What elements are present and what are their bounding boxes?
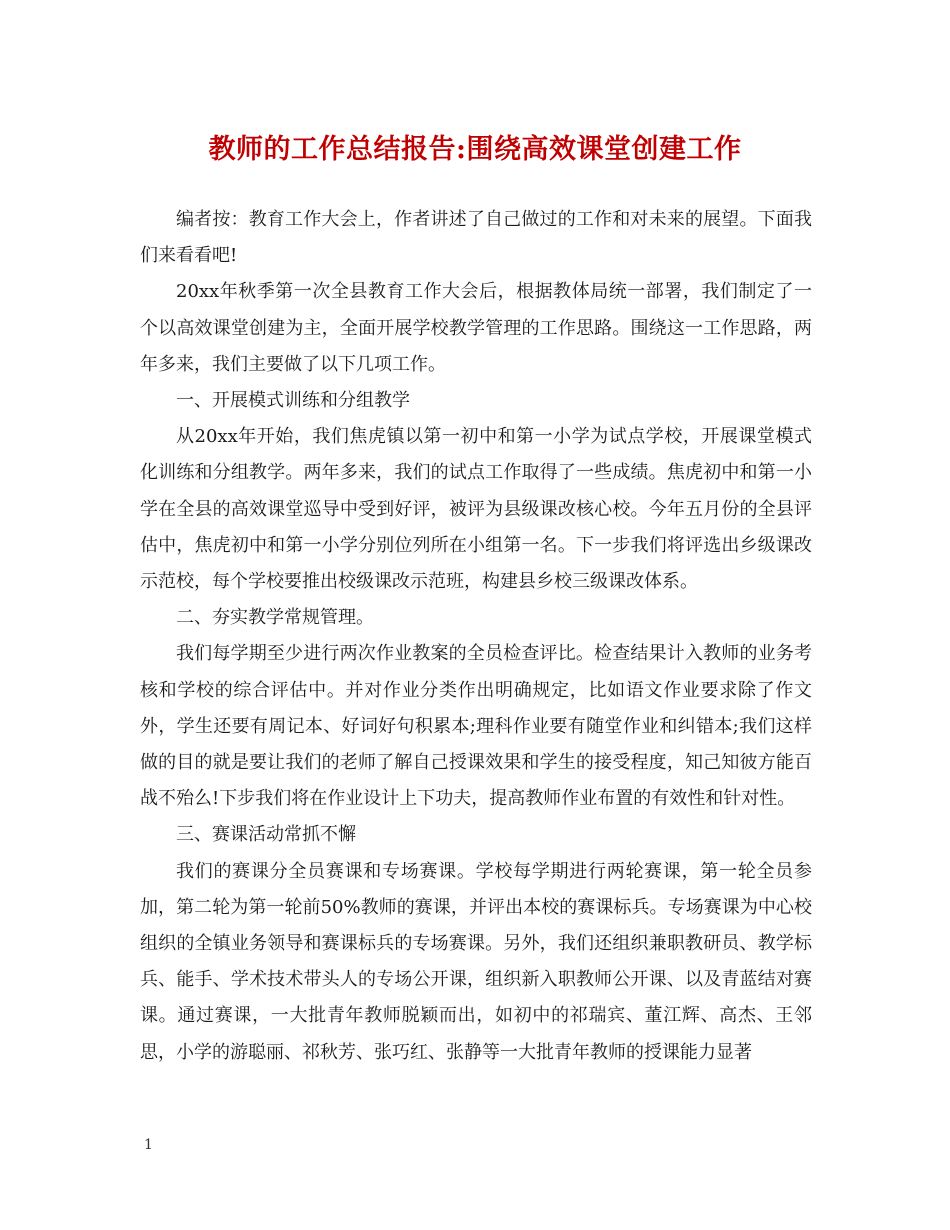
section-heading-1: 一、开展模式训练和分组教学 [176, 390, 410, 412]
editor-note-paragraph: 编者按：教育工作大会上，作者讲述了自己做过的工作和对未来的展望。下面我们来看看吧! [140, 209, 812, 267]
section-heading-3: 三、赛课活动常抓不懈 [176, 824, 356, 846]
page-number: 1 [144, 1137, 153, 1153]
section-2-paragraph: 我们每学期至少进行两次作业教案的全员检查评比。检查结果计入教师的业务考核和学校的综合评估中。并对作业分类作出明确规定，比如语文作业要求除了作文外，学生还要有周记本、好词好句积累本;理科作业要有随堂作业和纠错本;我们这样做的目的就是要让我们的老师了解自己授课效果和学生的接受程度，知己知彼方能百战不殆么!下步我们将在作业设计上下功夫，提高教师作业布置的有效性和针对性。 [140, 643, 812, 810]
section-heading-2: 二、夯实教学常规管理。 [176, 607, 374, 629]
page-title: 教师的工作总结报告:围绕高效课堂创建工作 [208, 134, 742, 165]
section-3-paragraph: 我们的赛课分全员赛课和专场赛课。学校每学期进行两轮赛课，第一轮全员参加，第二轮为第一轮前50%教师的赛课，并评出本校的赛课标兵。专场赛课为中心校组织的全镇业务领导和赛课标兵的专场赛课。另外，我们还组织兼职教研员、教学标兵、能手、学术技术带头人的专场公开课，组织新入职教师公开课、以及青蓝结对赛课。通过赛课，一大批青年教师脱颖而出，如初中的祁瑞宾、董江辉、高杰、王邻思，小学的游聪丽、祁秋芳、张巧红、张静等一大批青年教师的授课能力显著 [140, 860, 812, 1063]
section-1-paragraph: 从20xx年开始，我们焦虎镇以第一初中和第一小学为试点学校，开展课堂模式化训练和分组教学。两年多来，我们的试点工作取得了一些成绩。焦虎初中和第一小学在全县的高效课堂巡导中受到好评，被评为县级课改核心校。今年五月份的全县评估中，焦虎初中和第一小学分别位列所在小组第一名。下一步我们将评选出乡级课改示范校，每个学校要推出校级课改示范班，构建县乡校三级课改体系。 [140, 426, 812, 593]
document-body [140, 202, 812, 1071]
intro-paragraph: 20xx年秋季第一次全县教育工作大会后，根据教体局统一部署，我们制定了一个以高效课堂创建为主，全面开展学校教学管理的工作思路。围绕这一工作思路，两年多来，我们主要做了以下几项工作。 [140, 281, 812, 375]
